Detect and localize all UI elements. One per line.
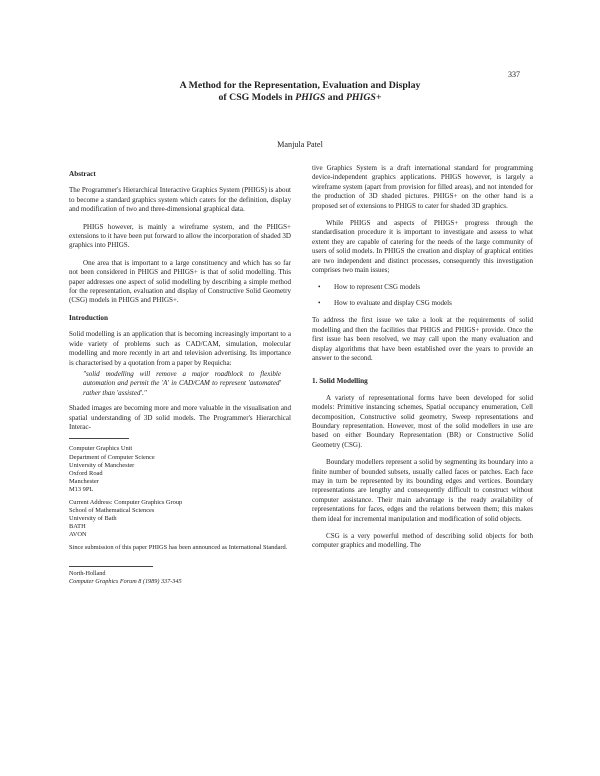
title-line-1: A Method for the Representation, Evaluation and Display: [179, 80, 421, 91]
author-address: [69, 445, 291, 494]
right-paragraph-1: tive Graphics System is a draft international standard for programming device-independent graphics applications. PHIGS however, is largely a wireframe system (apart from provision for filled areas), and not intended for the production of 3D shaded pictures. PHIGS+ on the other hand is a proposed set of extensions to PHIGS to cater for shaded 3D graphics.: [312, 164, 533, 210]
left-column: [69, 170, 291, 586]
address-line: M13 9PL: [69, 486, 94, 494]
section-1-paragraph-3: CSG is a very powerful method of describing solid objects for both computer graphics and modelling. The: [312, 532, 533, 550]
title-phigs: PHIGS: [295, 92, 326, 103]
list-item: [312, 299, 533, 308]
address-line: Department of Computer Science: [69, 453, 155, 461]
abstract-paragraph-2: PHIGS however, is mainly a wireframe system, and the PHIGS+ extensions to it have been put forward to allow the incorporation of shaded 3D graphics into PHIGS.: [69, 222, 291, 250]
bullet-icon: •: [318, 283, 321, 292]
introduction-heading: Introduction: [69, 313, 109, 322]
publisher-name: North-Holland: [69, 569, 106, 577]
address-line: Computer Graphics Unit: [69, 445, 133, 453]
address-line: University of Manchester: [69, 461, 135, 469]
issues-list: [312, 283, 533, 308]
right-paragraph-3: To address the first issue we take a look at the requirements of solid modelling and then the facilities that PHIGS and PHIGS+ provide. Once the first issue has been resolved, we may call upon the many evaluation and display algorithms that have been established over the years to provide an answer to the second.: [312, 316, 533, 362]
address-line: Manchester: [69, 478, 99, 486]
address-line: BATH: [69, 523, 86, 531]
bullet-icon: •: [318, 298, 321, 307]
introduction-paragraph-2: Shaded images are becoming more and more valuable in the visualisation and spatial understanding of 3D solid models. The Programmer's Hierarchical Interac-: [69, 404, 291, 431]
address-line: Current Address: Computer Graphics Group: [69, 498, 183, 506]
current-address: [69, 499, 291, 540]
page-number: 337: [508, 70, 520, 79]
abstract-paragraph-1: The Programmer's Hierarchical Interactive Graphics System (PHIGS) is about to become a standard graphics system which caters for the definition, display and modification of two and three-dimensional graphical data.: [69, 186, 291, 214]
abstract-heading: Abstract: [69, 170, 96, 178]
address-line: University of Bath: [69, 514, 117, 522]
journal-citation: Computer Graphics Forum 8 (1989) 337-345: [69, 577, 182, 585]
address-line: AVON: [69, 531, 87, 539]
publisher-info: [69, 570, 291, 586]
section-1-paragraph-2: Boundary modellers represent a solid by segmenting its boundary into a finite number of bounded subsets, usually called faces or patches. Each face may in turn be represented by its bounding edges and vertices. Boundary representations are lengthy and consequently difficult to construct without computer assistance. Their main advantage is the ready availability of representations for faces, edges and the relations between them; this makes them ideal for incremental manipulation and modification of solid objects.: [312, 458, 533, 523]
section-1-heading: 1. Solid Modelling: [312, 377, 368, 386]
footnote-rule: [69, 438, 129, 439]
list-item-text: How to evaluate and display CSG models: [334, 298, 452, 307]
paper-title: [100, 80, 500, 104]
right-column: [312, 164, 533, 559]
list-item-text: How to represent CSG models: [334, 283, 421, 292]
section-1-paragraph-1: A variety of representational forms have been developed for solid models: Primitive instancing schemes, Spatial occupancy enumeration, Cell decomposition, Constructive solid geometry, Sweep representations and Boundary representation. However, most of the solid modellers in use are based on either Boundary Representation (BR) or Constructive Solid Geometry (CSG).: [312, 393, 533, 449]
title-line-2-text: of CSG Models in: [218, 92, 296, 103]
title-phigs-plus: PHIGS+: [345, 92, 382, 103]
requicha-quote: "solid modelling will remove a major roadblock to flexible automation and permit the 'A' in CAD/CAM to represent 'automated' rather than 'assisted'.": [83, 369, 281, 397]
address-line: School of Mathematical Sciences: [69, 506, 155, 514]
standard-footnote: Since submission of this paper PHIGS has been announced as International Standard.: [69, 543, 288, 551]
title-line-2: [100, 92, 500, 104]
author-name: Manjula Patel: [277, 140, 323, 149]
abstract-paragraph-3: One area that is important to a large constituency and which has so far not been considered in PHIGS and PHIGS+ is that of solid modelling. This paper addresses one aspect of solid modelling by describing a simple method for the representation, evaluation and display of Constructive Solid Geometry (CSG) models in PHIGS and PHIGS+.: [69, 258, 291, 305]
introduction-paragraph-1: Solid modelling is an application that is becoming increasingly important to a wide variety of problems such as CAD/CAM, simulation, molecular modelling and more recently in art and television advertising. Its importance is characterised by a quotation from a paper by Requicha:: [69, 330, 291, 367]
title-and: and: [325, 92, 346, 103]
list-item: [312, 283, 533, 292]
address-line: Oxford Road: [69, 469, 103, 477]
right-paragraph-2: While PHIGS and aspects of PHIGS+ progress through the standardisation procedure it is important to investigate and assess to what extent they are capable of catering for the needs of the large community of users of solid models. In PHIGS the creation and display of graphical entities are two independent and distinct processes, consequently this investigation comprises two main issues;: [312, 219, 533, 275]
publisher-rule: [69, 566, 153, 567]
